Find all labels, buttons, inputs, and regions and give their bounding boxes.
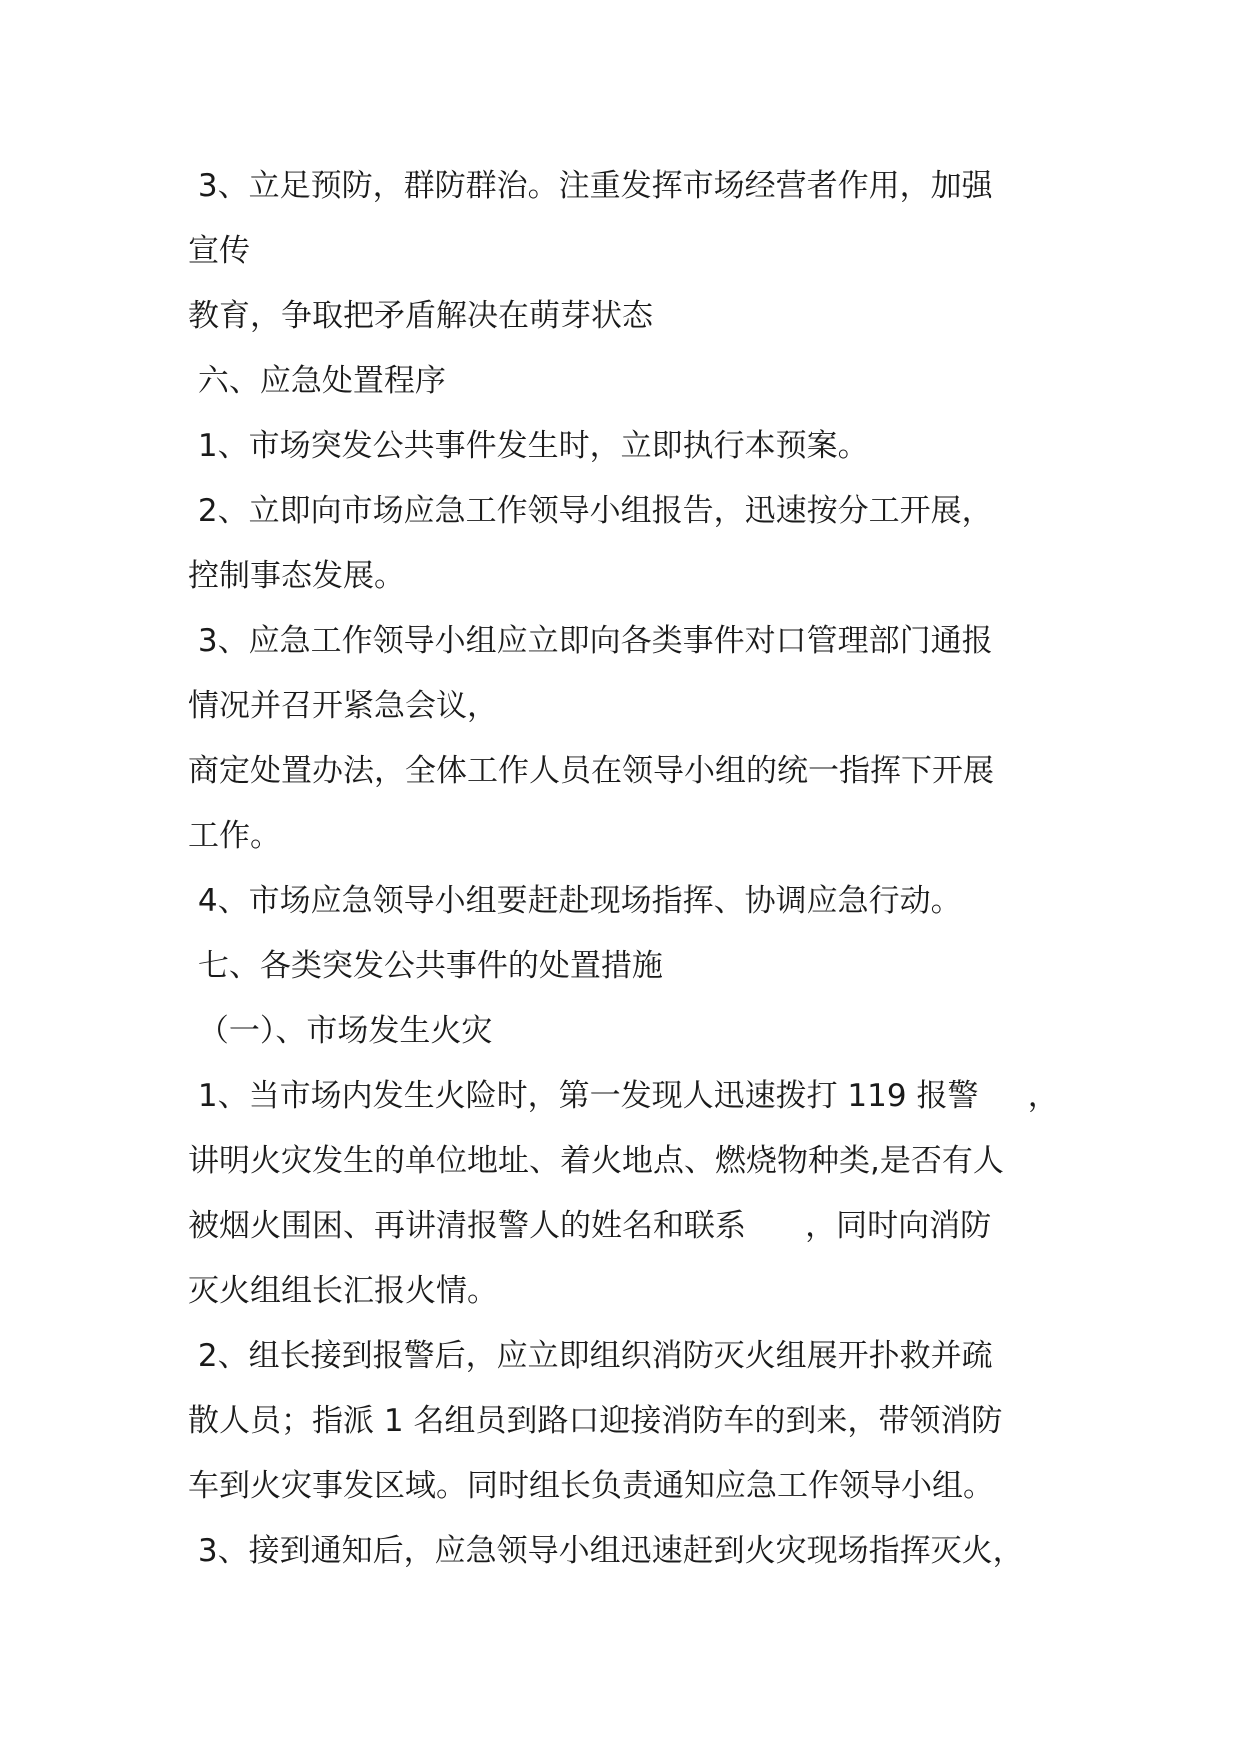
section-heading: 七、各类突发公共事件的处置措施 (188, 948, 663, 984)
text-line: 1、市场突发公共事件发生时，立即执行本预案。 (188, 428, 869, 464)
text-line: 1、当市场内发生火险时，第一发现人迅速拨打 119 报警 ， (188, 1078, 1059, 1114)
text-line: 灭火组组长汇报火情。 (188, 1273, 498, 1309)
subsection-heading: （一）、市场发生火灾 (188, 1013, 493, 1049)
text-line: 商定处置办法，全体工作人员在领导小组的统一指挥下开展 (188, 753, 994, 789)
text-line: 4、市场应急领导小组要赶赴现场指挥、协调应急行动。 (188, 883, 962, 919)
text-line: 3、立足预防，群防群治。注重发挥市场经营者作用，加强 (188, 168, 993, 204)
text-line: 讲明火灾发生的单位地址、着火地点、燃烧物种类,是否有人 (188, 1143, 1004, 1179)
text-line: 3、接到通知后，应急领导小组迅速赶到火灾现场指挥灭火， (188, 1533, 1024, 1569)
text-line: 3、应急工作领导小组应立即向各类事件对口管理部门通报 (188, 623, 993, 659)
text-line: 2、立即向市场应急工作领导小组报告，迅速按分工开展， (188, 493, 993, 529)
document-body (188, 154, 1088, 1584)
text-line: 宣传 (188, 233, 250, 269)
text-line: 散人员；指派 1 名组员到路口迎接消防车的到来，带领消防 (188, 1403, 1003, 1439)
text-line: 教育，争取把矛盾解决在萌芽状态 (188, 298, 653, 334)
text-line: 车到火灾事发区域。同时组长负责通知应急工作领导小组。 (188, 1468, 994, 1504)
section-heading: 六、应急处置程序 (188, 363, 446, 399)
text-line: 情况并召开紧急会议， (188, 688, 498, 724)
text-line: 被烟火围困、再讲清报警人的姓名和联系 ，同时向消防 (188, 1208, 992, 1244)
text-line: 工作。 (188, 818, 281, 854)
text-line: 2、组长接到报警后，应立即组织消防灭火组展开扑救并疏 (188, 1338, 993, 1374)
text-line: 控制事态发展。 (188, 558, 405, 594)
